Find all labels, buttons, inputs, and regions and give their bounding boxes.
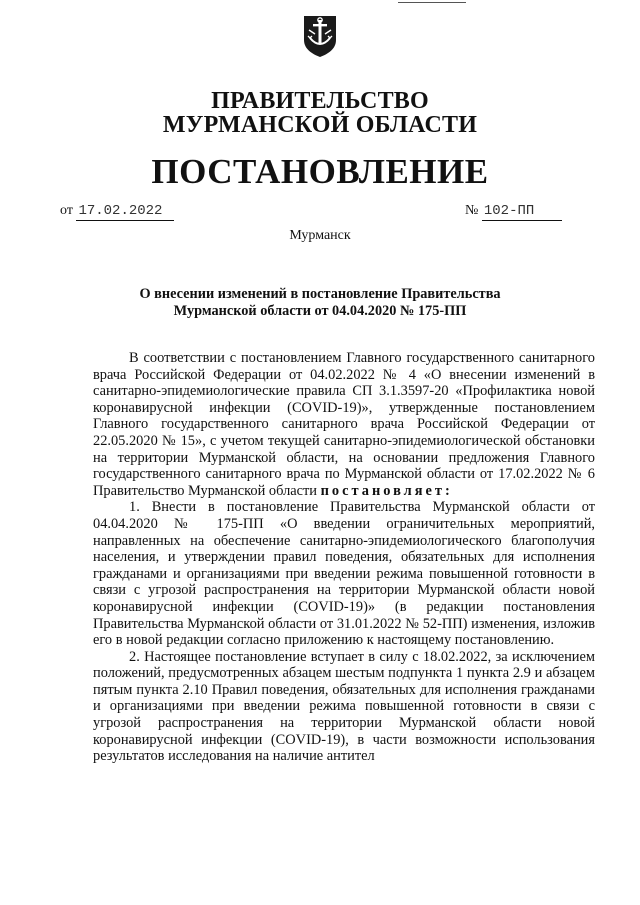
subject-line1: О внесении изменений в постановление Правительства [139,286,501,302]
document-number: 102-ПП [482,202,562,221]
document-body [93,350,595,765]
document-type-title: ПОСТАНОВЛЕНИЕ [151,152,489,191]
government-title-line2: МУРМАНСКОЙ ОБЛАСТИ [162,112,478,138]
document-date: 17.02.2022 [76,202,174,221]
coat-of-arms-emblem [302,14,338,58]
item-2-paragraph: 2. Настоящее постановление вступает в силу с 18.02.2022, за исключением положений, предусмотренных абзацем шестым подпункта 1 пункта 2.9 и абзацем пятым пункта 2.10 Правил поведения, обязательных для исполнения гражданами и организациями при введении режима повышенной готовности в связи с угрозой распространения на территории Мурманской области новой коронавирусной инфекции (COVID-19), в части возможности использования результатов исследования на наличие антител [93,648,595,765]
date-row [60,202,174,221]
resolves-word: постановляет: [320,482,453,499]
number-prefix: № [465,203,479,218]
city-name: Мурманск [289,228,351,243]
number-row [465,202,562,221]
preamble-text: В соответствии с постановлением Главного государственного санитарного врача Российской Федерации от 04.02.2022 № 4 «О внесении изменений в санитарно-эпидемиологические правила СП 3.1.3597-20 «Профилактика новой коронавирусной инфекции (COVID-19)», утвержденные постановлением Главного государственного санитарного врача Российской Федерации от 22.05.2020 № 15», с учетом текущей санитарно-эпидемиологической обстановки на территории Мурманской области, на основании предложения Главного государственного санитарного врача по Мурманской области от 17.02.2022 № 6 Правительство Мурманской области [93,350,595,499]
subject-line2: Мурманской области от 04.04.2020 № 175-ПП [173,303,467,319]
item-1-paragraph: 1. Внести в постановление Правительства Мурманской области от 04.04.2020 № 175-ПП «О введении ограничительных мероприятий, направленных на обеспечение санитарно-эпидемиологического благополучия населения, и утверждении правил поведения, обязательных для исполнения гражданами и организациями при введении режима повышенной готовности в связи с угрозой распространения на территории Мурманской области новой коронавирусной инфекции (COVID-19)» (в редакции постановления Правительства Мурманской области от 31.01.2022 № 52-ПП) изменения, изложив его в новой редакции согласно приложению к настоящему постановлению. [93,499,595,649]
date-prefix: от [60,203,73,218]
government-title-line1: ПРАВИТЕЛЬСТВО [211,88,429,114]
document-subject [120,286,520,320]
preamble-paragraph [93,350,595,499]
scan-artifact-line [398,2,466,3]
